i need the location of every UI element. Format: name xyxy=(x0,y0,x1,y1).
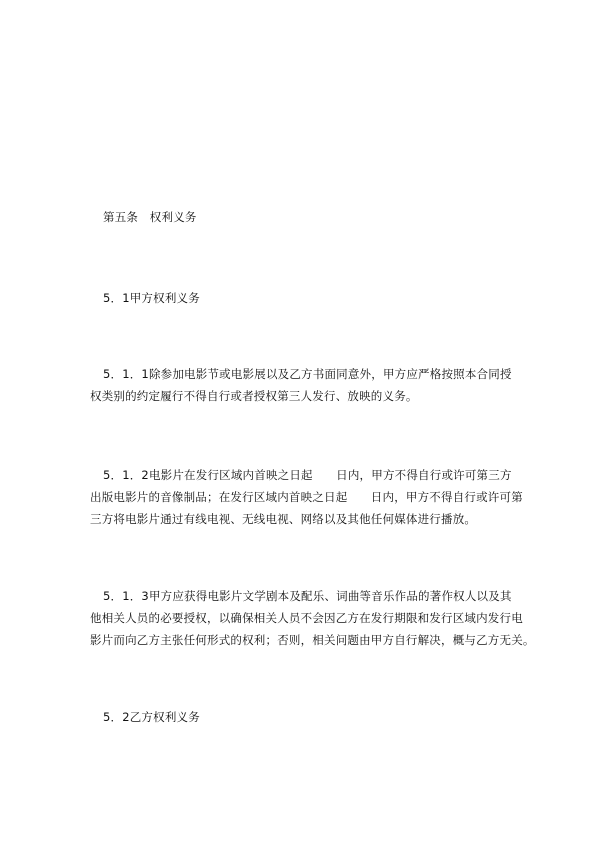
clause-5-1-1-line-2: 权类别的约定履行不得自行或者授权第三人发行、放映的义务。 xyxy=(90,389,418,403)
clause-5-1-3-line-1: 5．1．3甲方应获得电影片文学剧本及配乐、词曲等音乐作品的著作权人以及其 xyxy=(103,589,512,603)
section-heading-5-2: 5．2乙方权利义务 xyxy=(103,710,200,724)
clause-5-1-2-line-2: 出版电影片的音像制品；在发行区域内首映之日起 日内，甲方不得自行或许可第 xyxy=(90,490,523,504)
clause-5-1-1-line-1: 5．1．1除参加电影节或电影展以及乙方书面同意外，甲方应严格按照本合同授 xyxy=(103,367,512,381)
clause-5-1-3-line-2: 他相关人员的必要授权，以确保相关人员不会因乙方在发行期限和发行区域内发行电 xyxy=(90,611,523,625)
clause-5-1-1 xyxy=(90,363,523,407)
clause-5-1-2 xyxy=(90,464,523,530)
clause-5-1-3 xyxy=(90,585,535,651)
article-heading: 第五条 权利义务 xyxy=(103,210,197,224)
section-heading-5-1: 5．1甲方权利义务 xyxy=(103,291,200,305)
clause-5-1-3-line-3: 影片而向乙方主张任何形式的权利；否则，相关问题由甲方自行解决，概与乙方无关。 xyxy=(90,633,535,647)
clause-5-1-2-line-1: 5．1．2电影片在发行区域内首映之日起 日内，甲方不得自行或许可第三方 xyxy=(103,468,512,482)
clause-5-1-2-line-3: 三方将电影片通过有线电视、无线电视、网络以及其他任何媒体进行播放。 xyxy=(90,512,477,526)
